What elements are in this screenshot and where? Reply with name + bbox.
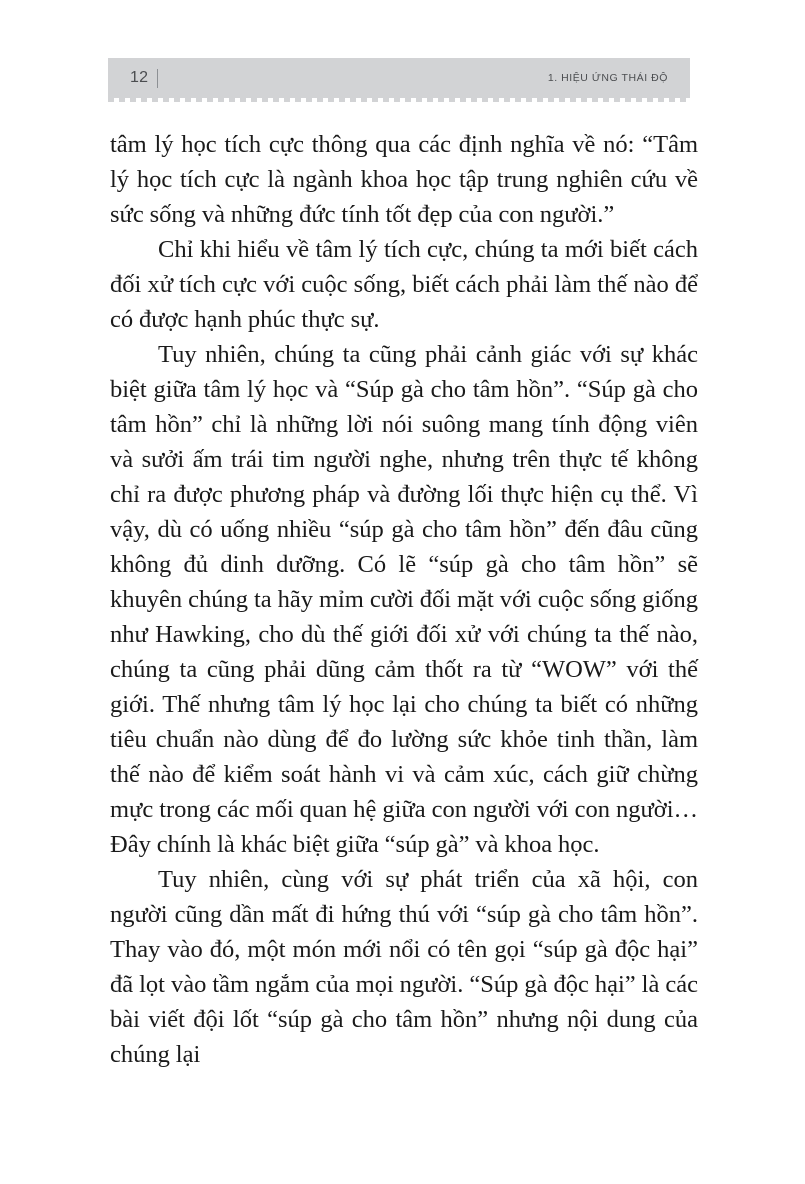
running-header-content [108, 58, 690, 98]
header-band-serrated-edge [108, 98, 690, 102]
folio-group [130, 69, 158, 88]
folio-divider-rule [157, 69, 158, 88]
paragraph: Tuy nhiên, cùng với sự phát triển của xã hội, con người cũng dần mất đi hứng thú với “súp gà cho tâm hồn”. Thay vào đó, một món mới nổi có tên gọi “súp gà độc hại” đã lọt vào tầm ngắm của mọi người. “Súp gà độc hại” là các bài viết đội lốt “súp gà cho tâm hồn” nhưng nội dung của chúng lại [110, 866, 698, 1068]
running-header-band [108, 58, 690, 98]
paragraph: Chỉ khi hiểu về tâm lý tích cực, chúng ta mới biết cách đối xử tích cực với cuộc sống, biết cách phải làm thế nào để có được hạnh phúc thực sự. [110, 236, 698, 333]
paragraph: tâm lý học tích cực thông qua các định nghĩa về nó: “Tâm lý học tích cực là ngành khoa học tập trung nghiên cứu về sức sống và những đức tính tốt đẹp của con người.” [110, 131, 698, 228]
chapter-running-title: 1. HIỆU ỨNG THÁI ĐỘ [547, 72, 668, 84]
page-number: 12 [130, 69, 149, 86]
paragraph: Tuy nhiên, chúng ta cũng phải cảnh giác với sự khác biệt giữa tâm lý học và “Súp gà cho tâm hồn”. “Súp gà cho tâm hồn” chỉ là những lời nói suông mang tính động viên và sưởi ấm trái tim người nghe, nhưng trên thực tế không chỉ ra được phương pháp và đường lối thực hiện cụ thể. Vì vậy, dù có uống nhiều “súp gà cho tâm hồn” đến đâu cũng không đủ dinh dưỡng. Có lẽ “súp gà cho tâm hồn” sẽ khuyên chúng ta hãy mỉm cười đối mặt với cuộc sống giống như Hawking, cho dù thế giới đối xử với chúng ta thế nào, chúng ta cũng phải dũng cảm thốt ra từ “WOW” với thế giới. Thế nhưng tâm lý học lại cho chúng ta biết có những tiêu chuẩn nào dùng để đo lường sức khỏe tinh thần, làm thế nào để kiểm soát hành vi và cảm xúc, cách giữ chừng mực trong các mối quan hệ giữa con người với con người… Đây chính là khác biệt giữa “súp gà” và khoa học. [110, 341, 698, 858]
body-text-column [110, 127, 698, 1072]
